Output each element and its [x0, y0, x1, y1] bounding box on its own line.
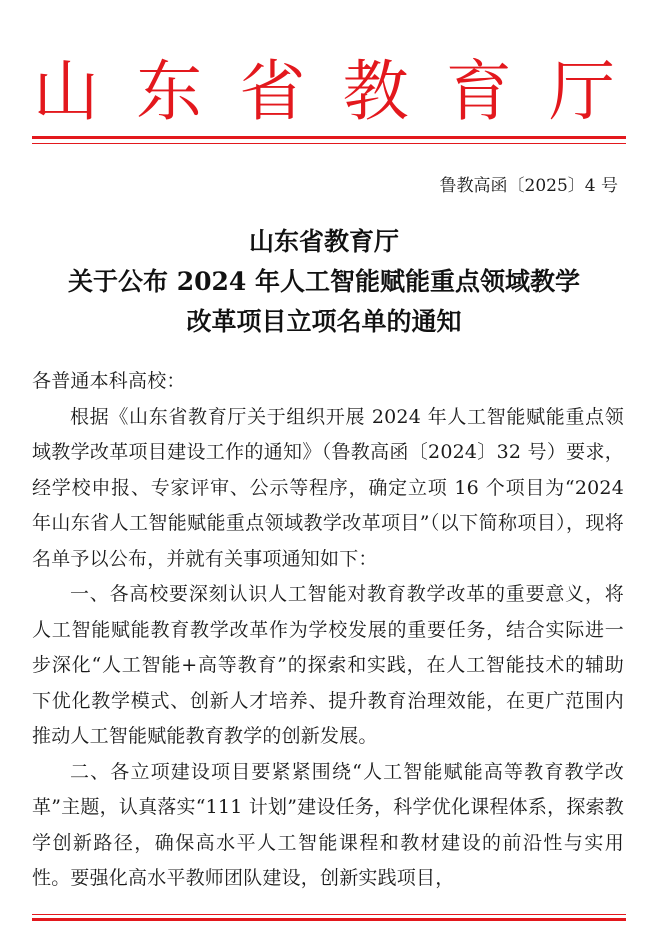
- title-line-3: 改革项目立项名单的通知: [186, 307, 462, 336]
- body-paragraph: 一、各高校要深刻认识人工智能对教育教学改革的重要意义，将人工智能赋能教育教学改革作为学校发展的重要任务，结合实际进一步深化“人工智能+高等教育”的探索和实践，在人工智能技术的辅助下优化教学模式、创新人才培养、提升教育治理效能，在更广范围内推动人工智能赋能教育教学的创新发展。: [32, 583, 624, 747]
- title-line-1: 山东省教育厅: [248, 227, 399, 256]
- header-char: 东: [136, 53, 203, 130]
- header-divider-thin: [32, 143, 626, 144]
- title-line-2: 关于公布 2024 年人工智能赋能重点领域教学: [68, 267, 580, 296]
- salutation: 各普通本科高校：: [32, 370, 186, 392]
- header-char: 教: [342, 53, 409, 130]
- body-paragraph: 根据《山东省教育厅关于组织开展 2024 年人工智能赋能重点领域教学改革项目建设工作的通知》（鲁教高函〔2024〕32 号）要求，经学校申报、专家评审、公示等程序，确定立项 16 个项目为“2024 年山东省人工智能赋能重点领域教学改革项目”（以下简称项目），现将名单予以公布，并就有关事项通知如下：: [32, 405, 624, 570]
- header-divider-thick: [32, 136, 626, 139]
- document-title: [30, 222, 618, 342]
- header-char: 山: [33, 53, 99, 130]
- issuing-authority-header: [30, 53, 618, 130]
- header-char: 省: [239, 53, 306, 130]
- header-char: 厅: [548, 53, 615, 130]
- footer-divider-thick: [32, 918, 626, 921]
- header-char: 育: [445, 53, 512, 130]
- footer-divider-thin: [32, 914, 626, 915]
- document-body: [32, 364, 624, 897]
- document-number: 鲁教高函〔2025〕4 号: [439, 176, 618, 196]
- body-paragraph: 二、各立项建设项目要紧紧围绕“人工智能赋能高等教育教学改革”主题，认真落实“111 计划”建设任务，科学优化课程体系，探索教学创新路径，确保高水平人工智能课程和教材建设的前沿性与实用性。要强化高水平教师团队建设，创新实践项目，: [32, 760, 624, 889]
